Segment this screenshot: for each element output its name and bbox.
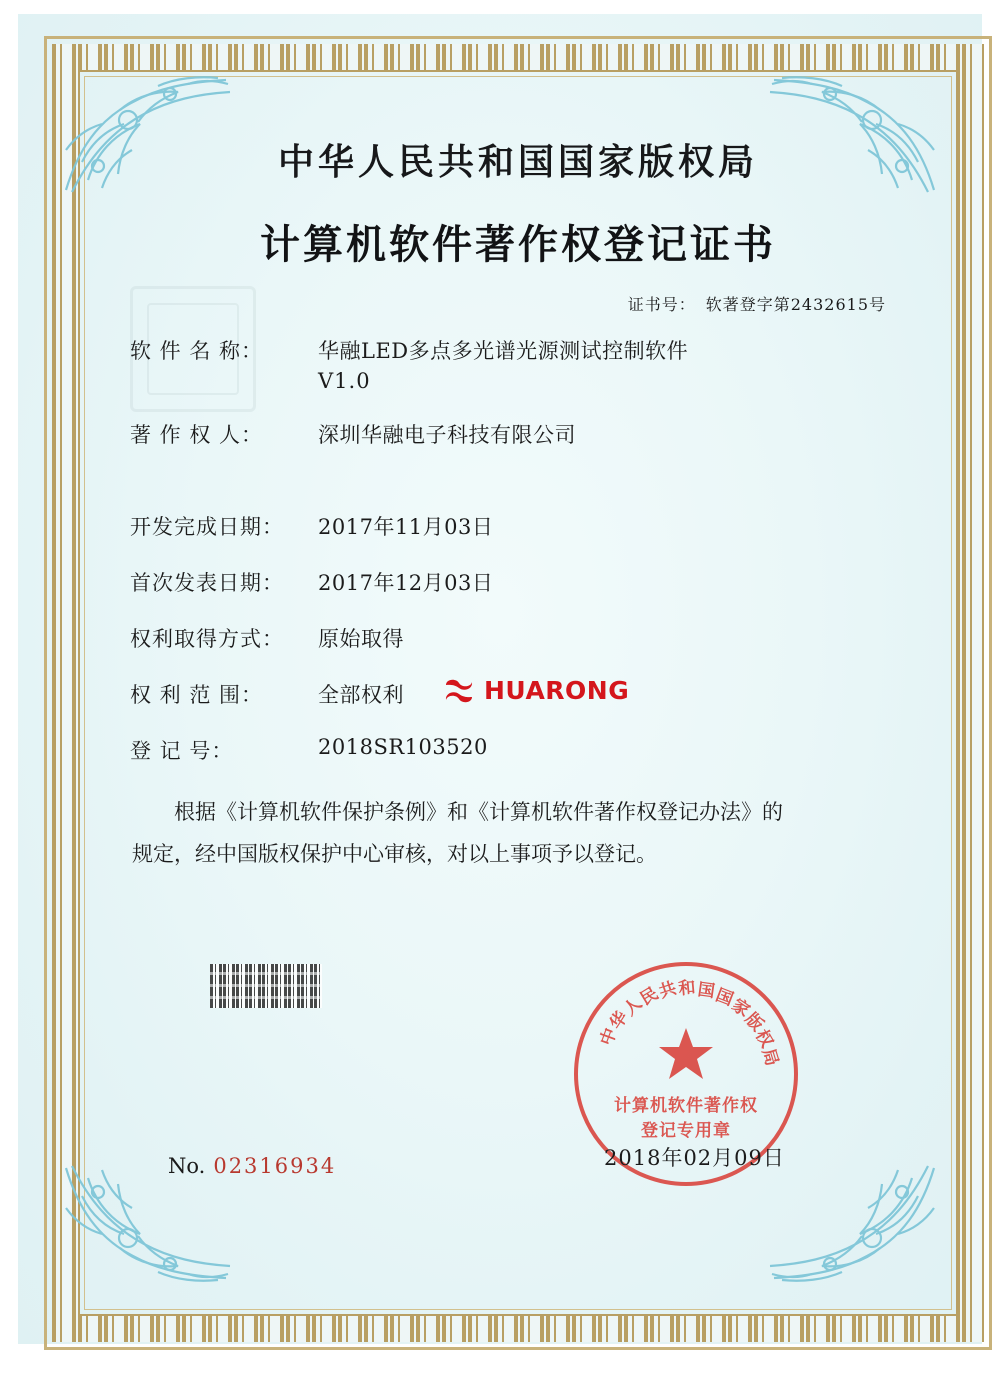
certificate-number-label: 证书号： [627, 295, 696, 314]
corner-flourish-bottom-left [58, 1158, 238, 1308]
field-value: 原始取得 [318, 627, 404, 651]
field-first-publish-date [130, 567, 928, 597]
serial-value: 02316934 [213, 1154, 337, 1178]
statement-line-2: 规定，经中国版权保护中心审核，对以上事项予以登记。 [132, 842, 657, 866]
field-value: 华融LED多点多光谱光源测试控制软件 [318, 339, 689, 363]
legal-statement [108, 791, 928, 875]
certificate-content [108, 134, 928, 875]
field-copyright-owner [130, 419, 928, 449]
seal-text-lines [578, 1094, 794, 1143]
field-software-name [130, 335, 928, 393]
serial-number [168, 1154, 336, 1178]
field-gap [130, 483, 928, 511]
seal-star-icon [656, 1026, 716, 1084]
huarong-logo [442, 676, 629, 705]
certificate-paper [18, 14, 982, 1344]
field-label: 权 利 范 围： [130, 683, 264, 707]
certificate-number-value: 软著登字第2432615号 [705, 295, 886, 314]
field-label: 开发完成日期： [130, 515, 284, 539]
barcode [210, 964, 322, 1008]
field-value-wrap [318, 335, 928, 393]
field-value: 全部权利 [318, 683, 404, 707]
seal-ring-text: 中 华 人 民 共 和 国 国 家 版 权 局 [596, 977, 782, 1069]
seal-line-2: 登记专用章 [641, 1120, 731, 1141]
field-value: 2018SR103520 [318, 735, 488, 759]
field-label: 首次发表日期： [130, 571, 284, 595]
field-label: 登 记 号： [130, 739, 234, 763]
huarong-mark-icon [442, 677, 476, 705]
issue-date: 2018年02月09日 [604, 1146, 785, 1170]
field-value-version: V1.0 [318, 369, 371, 393]
field-value: 2017年11月03日 [318, 515, 494, 539]
field-label: 著 作 权 人： [130, 423, 264, 447]
seal-line-1: 计算机软件著作权 [614, 1096, 758, 1116]
field-value: 深圳华融电子科技有限公司 [318, 423, 576, 447]
certificate-title: 计算机软件著作权登记证书 [260, 221, 776, 268]
field-development-date [130, 511, 928, 541]
field-registration-number [130, 735, 928, 765]
field-label: 权利取得方式： [130, 627, 284, 651]
field-label: 软 件 名 称： [130, 339, 264, 363]
serial-label: No. [168, 1154, 206, 1178]
issuer-title: 中华人民共和国国家版权局 [277, 141, 758, 183]
certificate-number-row [108, 292, 928, 315]
huarong-wordmark: HUARONG [484, 676, 630, 705]
field-value: 2017年12月03日 [318, 571, 494, 595]
statement-line-1: 根据《计算机软件保护条例》和《计算机软件著作权登记办法》的 [174, 800, 783, 824]
field-rights-acquisition [130, 623, 928, 653]
